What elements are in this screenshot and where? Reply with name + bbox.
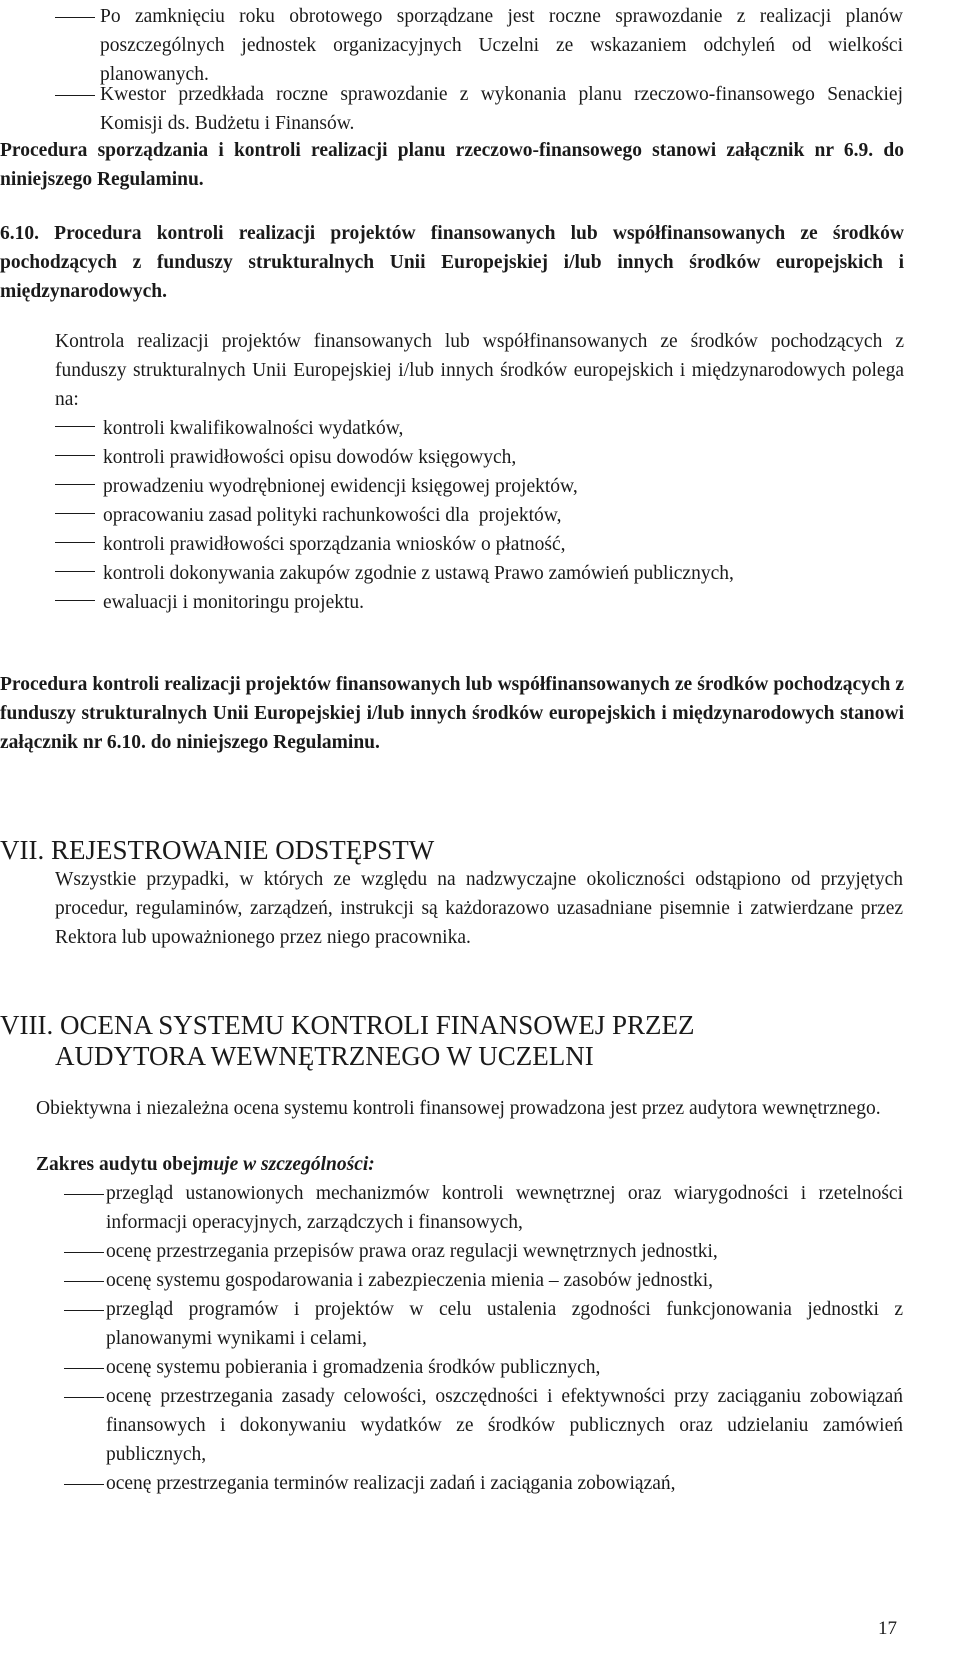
- dash-bullet-icon: [64, 1397, 104, 1398]
- dash-bullet-icon: [64, 1281, 104, 1282]
- list-item: [55, 501, 561, 530]
- section-viii-heading-line2: AUDYTORA WEWNĘTRZNEGO W UCZELNI: [55, 1041, 594, 1071]
- list-item: [64, 1353, 903, 1382]
- section-6-10-heading: 6.10. Procedura kontroli realizacji projektów finansowanych lub współfinansowanych ze środków pochodzących z funduszy strukturalnych Unii Europejskiej i/lub innych środków europejskich i międzynarodowych.: [0, 223, 904, 302]
- list-item-text: kontroli prawidłowości opisu dowodów księgowych,: [103, 447, 517, 468]
- list-item-text: ocenę systemu pobierania i gromadzenia środków publicznych,: [106, 1357, 601, 1378]
- section-vii-body: Wszystkie przypadki, w których ze względu na nadzwyczajne okoliczności odstąpiono od przyjętych procedur, regulaminów, zarządzeń, instrukcji są każdorazowo uzasadniane pisemnie i zatwierdzane przez Rektora lub upoważnionego przez niego pracownika.: [55, 869, 903, 948]
- list-item: [64, 1266, 903, 1295]
- list-item-text: kontroli kwalifikowalności wydatków,: [103, 418, 404, 439]
- list-item: [55, 2, 903, 89]
- section-viii-heading-line1: VIII. OCENA SYSTEMU KONTROLI FINANSOWEJ PRZEZ: [0, 1010, 695, 1040]
- dash-bullet-icon: [64, 1194, 104, 1195]
- dash-bullet-icon: [55, 426, 95, 427]
- list-item-text: ocenę przestrzegania przepisów prawa oraz regulacji wewnętrznych jednostki,: [106, 1241, 718, 1262]
- section-viii-body: Obiektywna i niezależna ocena systemu kontroli finansowej prowadzona jest przez audytora wewnętrznego.: [36, 1098, 881, 1119]
- list-item-text: kontroli dokonywania zakupów zgodnie z ustawą Prawo zamówień publicznych,: [103, 563, 734, 584]
- list-item-text: Po zamknięciu roku obrotowego sporządzane jest roczne sprawozdanie z realizacji planów poszczególnych jednostek organizacyjnych Uczelni ze wskazaniem odchyleń od wielkości planowanych.: [100, 6, 903, 85]
- list-item-text: ewaluacji i monitoringu projektu.: [103, 592, 365, 613]
- list-item: [55, 588, 364, 617]
- section-vii-heading: VII. REJESTROWANIE ODSTĘPSTW: [0, 835, 435, 865]
- list-item: [64, 1295, 903, 1353]
- list-item: [55, 530, 566, 559]
- list-item: [55, 559, 734, 588]
- list-item-text: ocenę przestrzegania zasady celowości, oszczędności i efektywności przy zaciąganiu zobowiązań finansowych i dokonywaniu wydatków ze środków publicznych oraz udzielaniu zamówień publicznych,: [106, 1386, 903, 1465]
- page-number: 17: [878, 1618, 897, 1639]
- list-item-text: przegląd programów i projektów w celu ustalenia zgodności funkcjonowania jednostki z planowanymi wynikami i celami,: [106, 1299, 903, 1349]
- list-item: [55, 414, 403, 443]
- list-item: [55, 472, 578, 501]
- dash-bullet-icon: [55, 542, 95, 543]
- audit-scope-label-bold: Zakres audytu obej: [36, 1154, 199, 1175]
- list-item-text: ocenę przestrzegania terminów realizacji zadań i zaciągania zobowiązań,: [106, 1473, 676, 1494]
- dash-bullet-icon: [64, 1310, 104, 1311]
- dash-bullet-icon: [55, 484, 95, 485]
- list-item-text: prowadzeniu wyodrębnionej ewidencji księgowej projektów,: [103, 476, 578, 497]
- dash-bullet-icon: [55, 455, 95, 456]
- section-6-10-intro: Kontrola realizacji projektów finansowanych lub współfinansowanych ze środków pochodzących z funduszy strukturalnych Unii Europejskiej i/lub innych środków europejskich i międzynarodowych polega na:: [55, 331, 904, 410]
- list-item: [64, 1179, 903, 1237]
- procedure-reference-6-9: Procedura sporządzania i kontroli realizacji planu rzeczowo-finansowego stanowi załącznik nr 6.9. do niniejszego Regulaminu.: [0, 140, 904, 190]
- list-item-text: przegląd ustanowionych mechanizmów kontroli wewnętrznej oraz wiarygodności i rzetelności informacji operacyjnych, zarządczych i finansowych,: [106, 1183, 903, 1233]
- list-item: [64, 1382, 903, 1469]
- dash-bullet-icon: [64, 1368, 104, 1369]
- list-item: [64, 1469, 903, 1498]
- audit-scope-label-italic: muje w szczególności:: [198, 1154, 375, 1175]
- list-item: [55, 443, 516, 472]
- dash-bullet-icon: [55, 17, 95, 18]
- dash-bullet-icon: [55, 513, 95, 514]
- list-item: [55, 80, 903, 138]
- list-item-text: Kwestor przedkłada roczne sprawozdanie z wykonania planu rzeczowo-finansowego Senackiej Komisji ds. Budżetu i Finansów.: [100, 84, 903, 134]
- dash-bullet-icon: [64, 1484, 104, 1485]
- dash-bullet-icon: [55, 571, 95, 572]
- list-item-text: kontroli prawidłowości sporządzania wniosków o płatność,: [103, 534, 566, 555]
- list-item-text: opracowaniu zasad polityki rachunkowości dla projektów,: [103, 505, 562, 526]
- list-item: [64, 1237, 903, 1266]
- audit-scope-label: [36, 1150, 375, 1179]
- procedure-reference-6-10: Procedura kontroli realizacji projektów finansowanych lub współfinansowanych ze środków pochodzących z funduszy strukturalnych Unii Europejskiej i/lub innych środków europejskich i międzynarodowych stanowi załącznik nr 6.10. do niniejszego Regulaminu.: [0, 674, 904, 753]
- list-item-text: ocenę systemu gospodarowania i zabezpieczenia mienia – zasobów jednostki,: [106, 1270, 713, 1291]
- dash-bullet-icon: [55, 95, 95, 96]
- dash-bullet-icon: [64, 1252, 104, 1253]
- dash-bullet-icon: [55, 600, 95, 601]
